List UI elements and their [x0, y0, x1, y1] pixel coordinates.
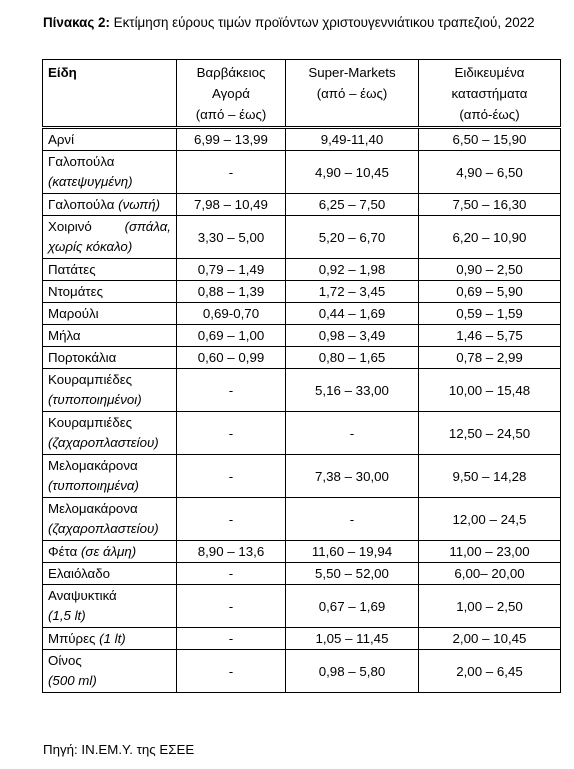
- item-name: Γαλοπούλα: [48, 197, 115, 212]
- table-row: [43, 585, 561, 628]
- item-note: (τυποποιημένα): [48, 478, 139, 493]
- price-range-table: [42, 59, 561, 693]
- supermarkets-price: 0,98 – 5,80: [286, 650, 419, 693]
- table-row: [43, 412, 561, 455]
- table-row: [43, 541, 561, 563]
- specialized-price: 6,20 – 10,90: [419, 216, 561, 259]
- supermarkets-price: -: [286, 498, 419, 541]
- item-name: Γαλοπούλα: [48, 154, 115, 169]
- item-note: (τυποποιημένοι): [48, 392, 142, 407]
- varvakeios-price: -: [177, 412, 286, 455]
- item-note: (σπάλα,: [124, 219, 171, 234]
- item-name: Μαρούλι: [48, 306, 99, 321]
- supermarkets-price: 1,05 – 11,45: [286, 628, 419, 650]
- item-name: Κουραμπιέδες: [48, 372, 133, 387]
- item-name: Πατάτες: [48, 262, 96, 277]
- item-note: (σε άλμη): [81, 544, 137, 559]
- header-items: Είδη: [43, 60, 177, 128]
- supermarkets-price: 11,60 – 19,94: [286, 541, 419, 563]
- supermarkets-price: -: [286, 412, 419, 455]
- supermarkets-price: 0,80 – 1,65: [286, 347, 419, 369]
- item-cell: [43, 563, 177, 585]
- table-header-row: [43, 60, 561, 128]
- specialized-price: 4,90 – 6,50: [419, 151, 561, 194]
- specialized-price: 7,50 – 16,30: [419, 194, 561, 216]
- item-name: Μελομακάρονα: [48, 501, 138, 516]
- caption-text: Εκτίμηση εύρους τιμών προϊόντων χριστουγεννιάτικου τραπεζιού, 2022: [113, 15, 535, 30]
- header-varvakeios: Βαρβάκειος Αγορά (από – έως): [177, 60, 286, 128]
- table-caption: [43, 13, 558, 32]
- varvakeios-price: 0,69-0,70: [177, 303, 286, 325]
- item-cell: [43, 325, 177, 347]
- supermarkets-price: 9,49-11,40: [286, 128, 419, 151]
- item-cell: [43, 369, 177, 412]
- item-note: (1,5 lt): [48, 608, 86, 623]
- item-note: (ζαχαροπλαστείου): [48, 435, 159, 450]
- item-name: Φέτα: [48, 544, 78, 559]
- supermarkets-price: 5,20 – 6,70: [286, 216, 419, 259]
- specialized-price: 6,00– 20,00: [419, 563, 561, 585]
- item-cell: [43, 650, 177, 693]
- item-cell: [43, 303, 177, 325]
- item-cell: [43, 259, 177, 281]
- varvakeios-price: -: [177, 369, 286, 412]
- specialized-price: 10,00 – 15,48: [419, 369, 561, 412]
- specialized-price: 2,00 – 6,45: [419, 650, 561, 693]
- specialized-price: 1,46 – 5,75: [419, 325, 561, 347]
- item-cell: [43, 216, 177, 259]
- table-row: [43, 455, 561, 498]
- table-row: [43, 498, 561, 541]
- item-cell: [43, 455, 177, 498]
- varvakeios-price: -: [177, 650, 286, 693]
- item-name: Μελομακάρονα: [48, 458, 138, 473]
- varvakeios-price: 0,69 – 1,00: [177, 325, 286, 347]
- caption-label: Πίνακας 2:: [43, 15, 110, 30]
- supermarkets-price: 1,72 – 3,45: [286, 281, 419, 303]
- varvakeios-price: -: [177, 151, 286, 194]
- varvakeios-price: 0,60 – 0,99: [177, 347, 286, 369]
- item-cell: [43, 151, 177, 194]
- specialized-price: 0,69 – 5,90: [419, 281, 561, 303]
- varvakeios-price: 8,90 – 13,6: [177, 541, 286, 563]
- varvakeios-price: -: [177, 455, 286, 498]
- item-note: (500 ml): [48, 673, 97, 688]
- item-name: Χοιρινό: [48, 219, 92, 234]
- supermarkets-price: 4,90 – 10,45: [286, 151, 419, 194]
- specialized-price: 0,90 – 2,50: [419, 259, 561, 281]
- item-name: Μήλα: [48, 328, 81, 343]
- item-name: Ντομάτες: [48, 284, 103, 299]
- varvakeios-price: 0,88 – 1,39: [177, 281, 286, 303]
- header-specialized-stores: Ειδικευμένα καταστήματα (από-έως): [419, 60, 561, 128]
- source-note: Πηγή: ΙΝ.ΕΜ.Υ. της ΕΣΕΕ: [43, 742, 195, 757]
- specialized-price: 12,50 – 24,50: [419, 412, 561, 455]
- item-note: (1 lt): [99, 631, 126, 646]
- item-cell: [43, 128, 177, 151]
- varvakeios-price: 7,98 – 10,49: [177, 194, 286, 216]
- table-row: [43, 369, 561, 412]
- item-name: Αρνί: [48, 132, 75, 147]
- item-cell: [43, 541, 177, 563]
- item-cell: [43, 628, 177, 650]
- item-cell: [43, 498, 177, 541]
- varvakeios-price: 3,30 – 5,00: [177, 216, 286, 259]
- specialized-price: 6,50 – 15,90: [419, 128, 561, 151]
- item-note: χωρίς κόκαλο): [48, 239, 133, 254]
- item-name: Αναψυκτικά: [48, 588, 117, 603]
- table-row: [43, 563, 561, 585]
- specialized-price: 1,00 – 2,50: [419, 585, 561, 628]
- item-cell: [43, 281, 177, 303]
- item-cell: [43, 412, 177, 455]
- specialized-price: 0,59 – 1,59: [419, 303, 561, 325]
- supermarkets-price: 7,38 – 30,00: [286, 455, 419, 498]
- varvakeios-price: -: [177, 563, 286, 585]
- table-row: [43, 325, 561, 347]
- item-name: Κουραμπιέδες: [48, 415, 133, 430]
- table-row: [43, 303, 561, 325]
- varvakeios-price: -: [177, 628, 286, 650]
- item-name: Ελαιόλαδο: [48, 566, 111, 581]
- specialized-price: 0,78 – 2,99: [419, 347, 561, 369]
- varvakeios-price: 0,79 – 1,49: [177, 259, 286, 281]
- item-cell: [43, 585, 177, 628]
- table-row: [43, 194, 561, 216]
- item-name: Μπύρες: [48, 631, 96, 646]
- item-note: (κατεψυγμένη): [48, 174, 133, 189]
- item-name: Οίνος: [48, 653, 82, 668]
- table-row: [43, 259, 561, 281]
- varvakeios-price: 6,99 – 13,99: [177, 128, 286, 151]
- table-row: [43, 216, 561, 259]
- table-row: [43, 151, 561, 194]
- supermarkets-price: 5,16 – 33,00: [286, 369, 419, 412]
- specialized-price: 2,00 – 10,45: [419, 628, 561, 650]
- supermarkets-price: 0,67 – 1,69: [286, 585, 419, 628]
- supermarkets-price: 5,50 – 52,00: [286, 563, 419, 585]
- supermarkets-price: 0,44 – 1,69: [286, 303, 419, 325]
- supermarkets-price: 0,92 – 1,98: [286, 259, 419, 281]
- item-name: Πορτοκάλια: [48, 350, 117, 365]
- supermarkets-price: 6,25 – 7,50: [286, 194, 419, 216]
- table-row: [43, 347, 561, 369]
- varvakeios-price: -: [177, 585, 286, 628]
- item-note: (ζαχαροπλαστείου): [48, 521, 159, 536]
- specialized-price: 9,50 – 14,28: [419, 455, 561, 498]
- item-note: (νωπή): [118, 197, 161, 212]
- supermarkets-price: 0,98 – 3,49: [286, 325, 419, 347]
- varvakeios-price: -: [177, 498, 286, 541]
- item-cell: [43, 194, 177, 216]
- specialized-price: 11,00 – 23,00: [419, 541, 561, 563]
- header-supermarkets: Super-Markets (από – έως): [286, 60, 419, 128]
- table-row: [43, 650, 561, 693]
- table-row: [43, 128, 561, 151]
- item-cell: [43, 347, 177, 369]
- specialized-price: 12,00 – 24,5: [419, 498, 561, 541]
- table-row: [43, 281, 561, 303]
- table-row: [43, 628, 561, 650]
